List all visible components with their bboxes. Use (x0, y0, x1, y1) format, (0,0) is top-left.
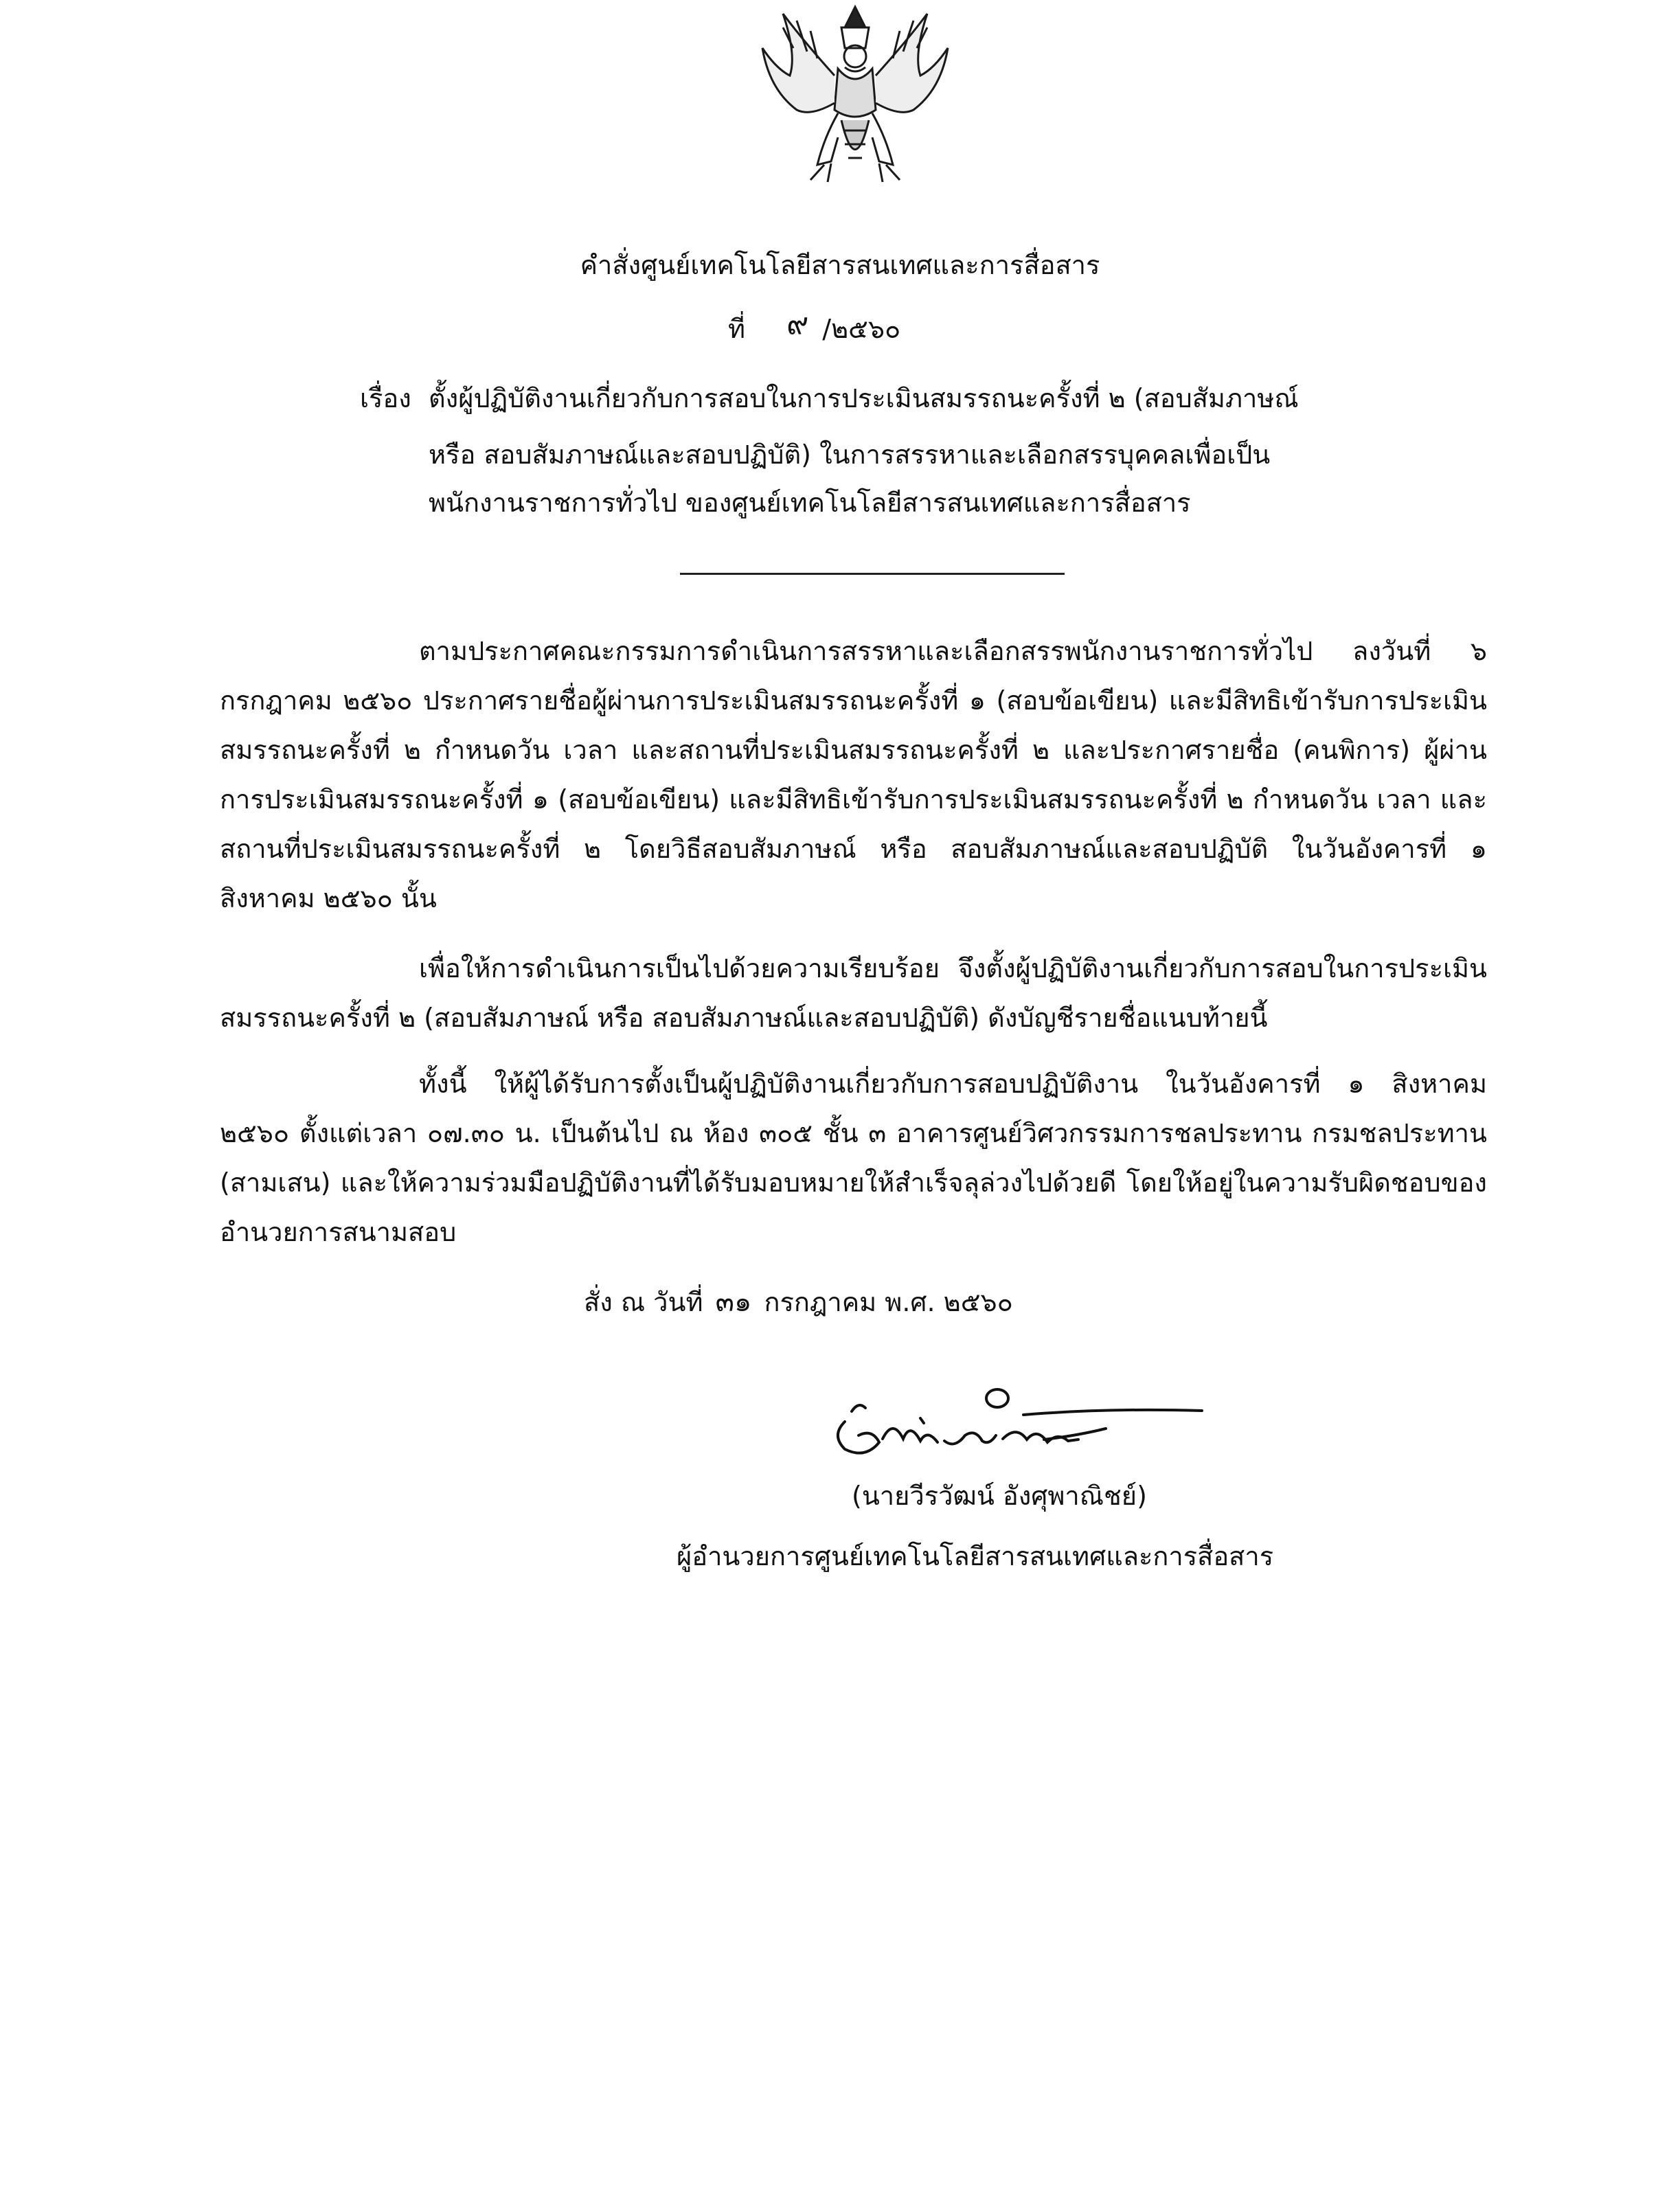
order-number-prefix: ที่ (728, 314, 746, 344)
garuda-emblem-icon (742, 0, 968, 185)
issued-date (584, 1284, 1013, 1320)
order-number-suffix: /๒๕๖๐ (822, 314, 901, 344)
issued-suffix: กรกฎาคม พ.ศ. ๒๕๖๐ (764, 1287, 1013, 1317)
signer-name: (นายวีรวัฒน์ อังศุพาณิชย์) (852, 1481, 1147, 1511)
divider (680, 573, 1065, 575)
body-paragraph-text: เพื่อให้การดำเนินการเป็นไปด้วยความเรียบร้อย จึงตั้งผู้ปฏิบัติงานเกี่ยวกับการสอบในการประเมินสมรรถนะครั้งที่ ๒ (สอบสัมภาษณ์ หรือ สอบสัมภาษณ์และสอบปฏิบัติ) ดังบัญชีรายชื่อแนบท้ายนี้ (220, 953, 1487, 1033)
issued-day-handwritten: ๓๑ (715, 1286, 752, 1318)
body-paragraph (220, 944, 1487, 1043)
body-paragraph-text: ตามประกาศคณะกรรมการดำเนินการสรรหาและเลือกสรรพนักงานราชการทั่วไป ลงวันที่ ๖ กรกฎาคม ๒๕๖๐ ประกาศรายชื่อผู้ผ่านการประเมินสมรรถนะครั้งที่ ๑ (สอบข้อเขียน) และมีสิทธิเข้ารับการประเมินสมรรถนะครั้งที่ ๒ กำหนดวัน เวลา และสถานที่ประเมินสมรรถนะครั้งที่ ๒ และประกาศรายชื่อ (คนพิการ) ผู้ผ่านการประเมินสมรรถนะครั้งที่ ๑ (สอบข้อเขียน) และมีสิทธิเข้ารับการประเมินสมรรถนะครั้งที่ ๒ กำหนดวัน เวลา และสถานที่ประเมินสมรรถนะครั้งที่ ๒ โดยวิธีสอบสัมภาษณ์ หรือ สอบสัมภาษณ์และสอบปฏิบัติ ในวันอังคารที่ ๑ สิงหาคม ๒๕๖๐ นั้น (220, 636, 1487, 913)
subject-line: ตั้งผู้ปฏิบัติงานเกี่ยวกับการสอบในการประเมินสมรรถนะครั้งที่ ๒ (สอบสัมภาษณ์ (429, 383, 1299, 413)
body-paragraph-text: ทั้งนี้ ให้ผู้ได้รับการตั้งเป็นผู้ปฏิบัติงานเกี่ยวกับการสอบปฏิบัติงาน ในวันอังคารที่ ๑ สิงหาคม ๒๕๖๐ ตั้งแต่เวลา ๐๗.๓๐ น. เป็นต้นไป ณ ห้อง ๓๐๕ ชั้น ๓ อาคารศูนย์วิศวกรรมการชลประทาน กรมชลประทาน (สามเสน) และให้ความร่วมมือปฏิบัติงานที่ได้รับมอบหมายให้สำเร็จลุล่วงไปด้วยดี โดยให้อยู่ในความรับผิดชอบของอำนวยการสนามสอบ (220, 1069, 1487, 1247)
order-number (728, 306, 901, 347)
body-paragraph (220, 1059, 1487, 1257)
signer-position: ผู้อำนวยการศูนย์เทคโนโลยีสารสนเทศและการสื่อสาร (677, 1541, 1274, 1571)
subject-line: หรือ สอบสัมภาษณ์และสอบปฏิบัติ) ในการสรรหาและเลือกสรรบุคคลเพื่อเป็น (429, 440, 1271, 470)
order-number-handwritten: ๙ (786, 306, 809, 341)
order-title: คำสั่งศูนย์เทคโนโลยีสารสนเทศและการสื่อสาร (580, 250, 1100, 280)
subject-label: เรื่อง (360, 383, 411, 413)
body-paragraph (220, 626, 1487, 923)
issued-prefix: สั่ง ณ วันที่ (584, 1287, 703, 1317)
subject-line: พนักงานราชการทั่วไป ของศูนย์เทคโนโลยีสารสนเทศและการสื่อสาร (429, 488, 1191, 518)
handwritten-signature-icon (817, 1380, 1216, 1477)
